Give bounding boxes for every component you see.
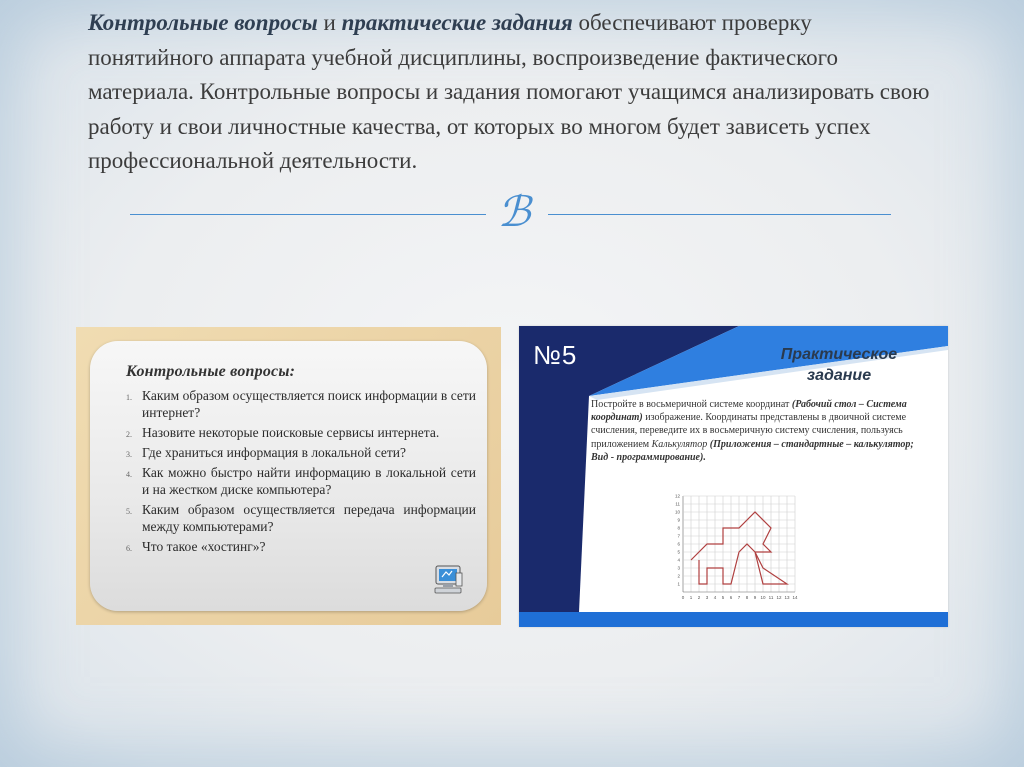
questions-title: Контрольные вопросы:	[126, 363, 296, 380]
intro-em-questions: Контрольные вопросы	[88, 10, 318, 35]
x-tick-label: 10	[760, 595, 766, 600]
question-text: Что такое «хостинг»?	[142, 539, 266, 554]
blue-footer	[519, 612, 948, 627]
x-tick-label: 2	[697, 595, 701, 600]
task-number: №5	[533, 340, 578, 370]
question-item	[126, 464, 476, 498]
questions-list	[126, 387, 476, 558]
question-item	[126, 538, 476, 555]
question-text: Где храниться информация в локальной сети?	[142, 445, 407, 460]
task-text-part: изображение. Координаты представлены в двоичной системе счисления, переведите их в восьмеричную систему счисления, пользуясь приложением	[591, 412, 907, 450]
divider-right	[548, 214, 891, 215]
x-tick-label: 3	[705, 595, 709, 600]
x-tick-label: 11	[768, 595, 774, 600]
ornament-icon: ℬ	[497, 190, 531, 236]
y-tick-label: 6	[677, 541, 680, 547]
x-tick-label: 9	[753, 595, 757, 600]
y-tick-label: 1	[677, 581, 680, 587]
task-title: Практическое задание	[780, 346, 898, 384]
questions-panel	[90, 341, 487, 611]
x-tick-label: 0	[681, 595, 685, 600]
x-tick-label: 5	[721, 595, 725, 600]
task-text-bold: (Приложения – стандартные – калькулятор; Вид - программирование).	[591, 438, 914, 463]
navy-side	[519, 396, 589, 612]
question-item	[126, 444, 476, 461]
y-tick-label: 2	[677, 573, 680, 579]
task-text-part: Постройте в восьмеричной системе координат	[591, 399, 792, 410]
question-number: 5.	[126, 507, 132, 516]
task-card	[519, 326, 948, 627]
x-tick-label: 14	[792, 595, 798, 600]
x-tick-label: 1	[689, 595, 693, 600]
question-number: 3.	[126, 450, 132, 459]
intro-paragraph	[88, 6, 938, 179]
x-tick-label: 8	[745, 595, 749, 600]
question-number: 1.	[126, 393, 132, 402]
question-item	[126, 387, 476, 421]
intro-em-tasks: практические задания	[341, 10, 573, 35]
task-text-italic: Калькулятор	[651, 438, 708, 450]
x-tick-label: 7	[737, 595, 741, 600]
y-tick-label: 3	[677, 565, 680, 571]
question-item	[126, 501, 476, 535]
task-text-bold: (Рабочий стол – Система координат)	[591, 399, 907, 424]
x-tick-label: 4	[713, 595, 717, 600]
y-tick-label: 5	[677, 549, 680, 555]
question-text: Каким образом осуществляется передача информации между компьютерами?	[142, 502, 476, 534]
y-tick-label: 9	[677, 517, 680, 523]
y-tick-label: 4	[677, 557, 680, 563]
question-item	[126, 424, 476, 441]
computer-icon	[431, 563, 465, 597]
question-number: 4.	[126, 470, 132, 479]
question-number: 2.	[126, 430, 132, 439]
y-tick-label: 8	[677, 525, 680, 531]
x-tick-label: 13	[784, 595, 790, 600]
x-tick-label: 12	[776, 595, 782, 600]
question-text: Назовите некоторые поисковые сервисы интернета.	[142, 425, 440, 440]
questions-card	[76, 327, 501, 625]
y-tick-label: 10	[674, 509, 680, 515]
intro-and: и	[317, 10, 342, 35]
divider-left	[130, 214, 486, 215]
y-tick-label: 7	[677, 533, 680, 539]
question-number: 6.	[126, 544, 132, 553]
y-tick-label: 11	[675, 501, 680, 507]
question-text: Как можно быстро найти информацию в локальной сети и на жестком диске компьютера?	[142, 465, 476, 497]
intro-rest: обеспечивают проверку понятийного аппарата учебной дисциплины, воспроизведение фактического материала. Контрольные вопросы и задания помогают учащимся анализировать свою работу и свои личностные качества, от которых во многом будет зависеть успех профессиональной деятельности.	[88, 10, 930, 173]
question-text: Каким образом осуществляется поиск информации в сети интернет?	[142, 388, 476, 420]
y-tick-label: 12	[674, 493, 680, 499]
x-tick-label: 6	[729, 595, 733, 600]
task-text	[591, 398, 931, 464]
coordinate-grid	[669, 476, 839, 601]
